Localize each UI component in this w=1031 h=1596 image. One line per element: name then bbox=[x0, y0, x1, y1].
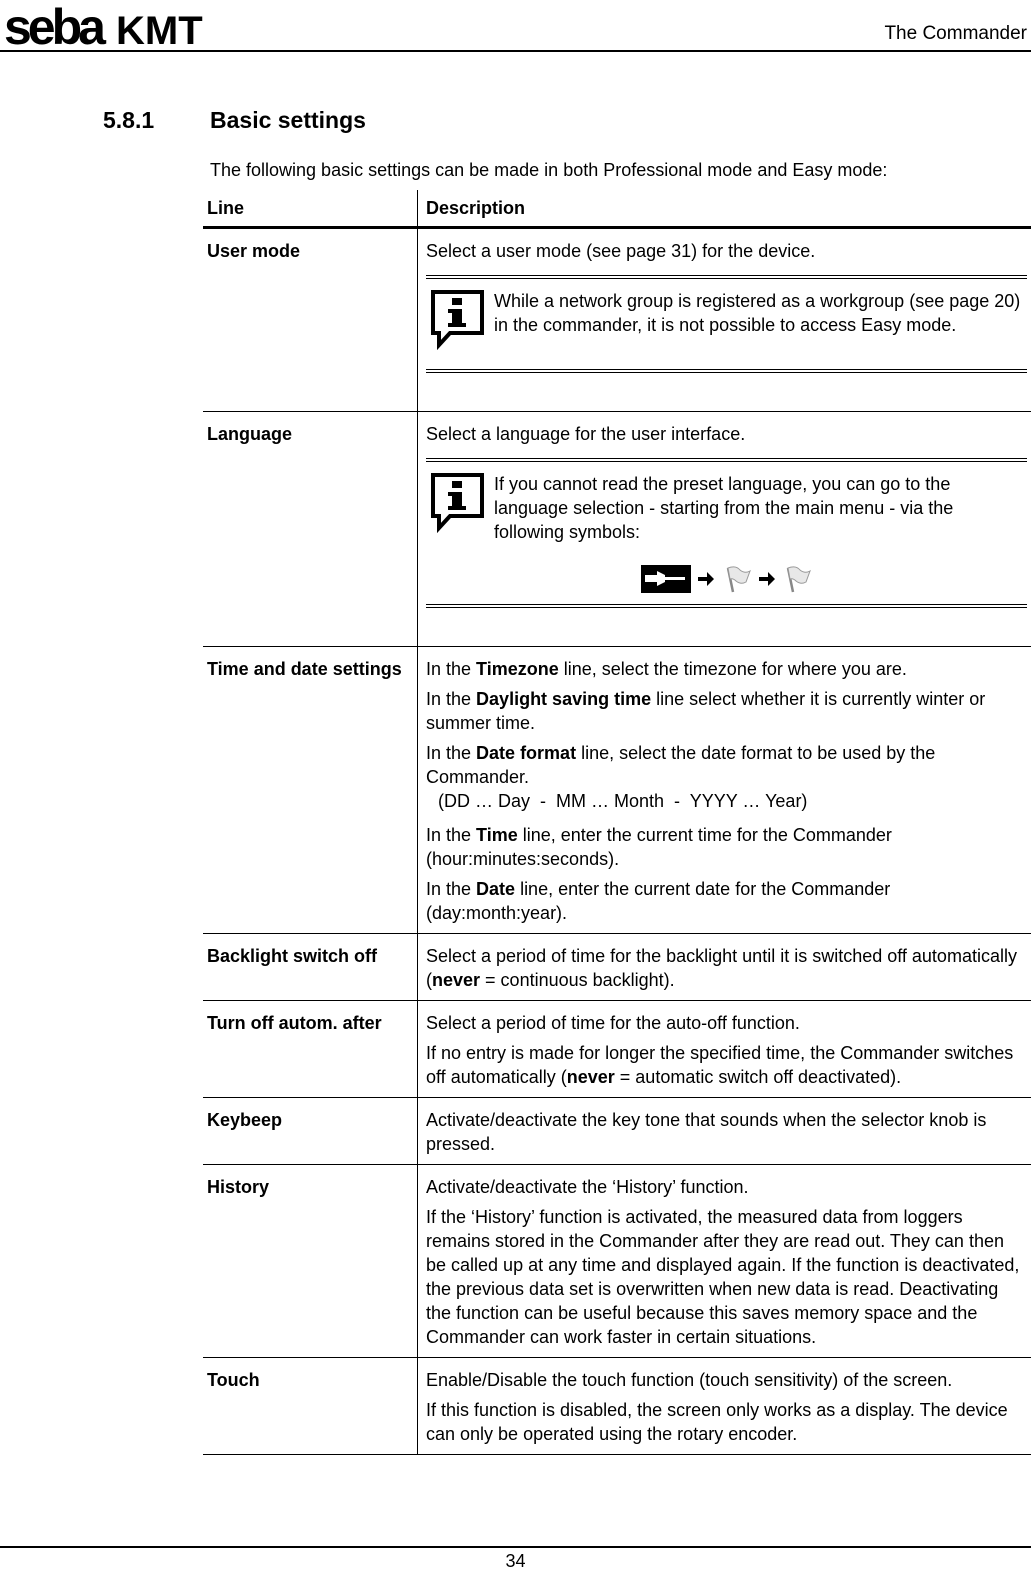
note-text: If you cannot read the preset language, you can go to the language selection - starting from the main menu - via the following symbols: bbox=[494, 474, 954, 542]
row-description bbox=[418, 647, 1031, 934]
table-header-row bbox=[203, 190, 1031, 228]
page-header bbox=[0, 0, 1031, 56]
row-label: Touch bbox=[203, 1358, 418, 1455]
description-text: Activate/deactivate the ‘History’ function. bbox=[426, 1177, 749, 1197]
row-label: User mode bbox=[203, 228, 418, 412]
row-label: Time and date settings bbox=[203, 647, 418, 934]
description-text: Enable/Disable the touch function (touch sensitivity) of the screen. bbox=[426, 1370, 953, 1390]
table-row-touch bbox=[203, 1358, 1031, 1455]
row-description bbox=[418, 228, 1031, 412]
description-text: If the ‘History’ function is activated, the measured data from loggers remains stored in the Commander after they are read out. They can then be called up at any time and displayed again. If the function is deactivated, the previous data set is overwritten when new data is read. Deactivating the function can be useful because this saves memory space and the Commander can work faster in certain situations. bbox=[426, 1207, 1020, 1347]
section-title: Basic settings bbox=[210, 107, 366, 133]
description-text: If no entry is made for longer the specified time, the Commander switches off automatically (never = automatic switch off deactivated). bbox=[426, 1043, 1014, 1087]
row-label: Keybeep bbox=[203, 1098, 418, 1165]
timezone-text: In the Timezone line, select the timezone for where you are. bbox=[426, 659, 907, 679]
dst-text: In the Daylight saving time line select whether it is currently winter or summer time. bbox=[426, 689, 986, 733]
svg-text:seba: seba bbox=[4, 4, 102, 48]
table-row-language bbox=[203, 412, 1031, 647]
row-description bbox=[418, 1165, 1031, 1358]
description-text: If this function is disabled, the screen only works as a display. The device can only be operated using the rotary encoder. bbox=[426, 1400, 1008, 1444]
footer-divider bbox=[0, 1546, 1031, 1548]
description-text: Select a user mode (see page 31) for the device. bbox=[426, 241, 816, 261]
description-text: Select a language for the user interface. bbox=[426, 424, 746, 444]
svg-text:KMT: KMT bbox=[116, 9, 203, 48]
row-description bbox=[418, 1001, 1031, 1098]
page-number: 34 bbox=[505, 1551, 526, 1571]
info-icon bbox=[426, 472, 494, 544]
row-label: Turn off autom. after bbox=[203, 1001, 418, 1098]
arrow-icon bbox=[757, 569, 777, 589]
table-row-keybeep bbox=[203, 1098, 1031, 1165]
description-text: Select a period of time for the backlight until it is switched off automatically (never = continuous backlight). bbox=[426, 946, 1017, 990]
header-divider bbox=[0, 50, 1031, 52]
document-title: The Commander bbox=[884, 23, 1027, 44]
table-row-turn-off bbox=[203, 1001, 1031, 1098]
row-description bbox=[418, 1098, 1031, 1165]
flag-icon bbox=[722, 564, 752, 594]
flag-icon bbox=[782, 564, 812, 594]
table-row-user-mode bbox=[203, 228, 1031, 412]
time-text: In the Time line, enter the current time for the Commander (hour:minutes:seconds). bbox=[426, 825, 892, 869]
section-number: 5.8.1 bbox=[103, 107, 155, 133]
note-text: While a network group is registered as a workgroup (see page 20) in the commander, it is not possible to access Easy mode. bbox=[494, 291, 1021, 335]
table-row-backlight bbox=[203, 934, 1031, 1001]
column-header-description: Description bbox=[418, 190, 1031, 228]
description-text: Select a period of time for the auto-off function. bbox=[426, 1013, 800, 1033]
table-row-history bbox=[203, 1165, 1031, 1358]
arrow-icon bbox=[696, 569, 716, 589]
description-text: Activate/deactivate the key tone that sounds when the selector knob is pressed. bbox=[426, 1110, 987, 1154]
settings-table bbox=[203, 190, 1031, 1455]
settings-icon bbox=[641, 565, 691, 593]
column-header-line: Line bbox=[203, 190, 418, 228]
row-description bbox=[418, 1358, 1031, 1455]
section-intro: The following basic settings can be made in both Professional mode and Easy mode: bbox=[210, 160, 888, 180]
row-description bbox=[418, 934, 1031, 1001]
table-row-time-date bbox=[203, 647, 1031, 934]
date-text: In the Date line, enter the current date for the Commander (day:month:year). bbox=[426, 879, 891, 923]
symbol-path bbox=[426, 564, 1027, 594]
info-icon bbox=[426, 289, 494, 359]
row-description bbox=[418, 412, 1031, 647]
row-label: Backlight switch off bbox=[203, 934, 418, 1001]
info-note bbox=[426, 275, 1027, 373]
row-label: History bbox=[203, 1165, 418, 1358]
date-format-text: In the Date format line, select the date format to be used by the Commander. (DD … Day - MM … Month - YYYY … Year) bbox=[426, 743, 936, 811]
sebakmt-logo bbox=[4, 4, 226, 48]
info-note bbox=[426, 458, 1027, 608]
row-label: Language bbox=[203, 412, 418, 647]
